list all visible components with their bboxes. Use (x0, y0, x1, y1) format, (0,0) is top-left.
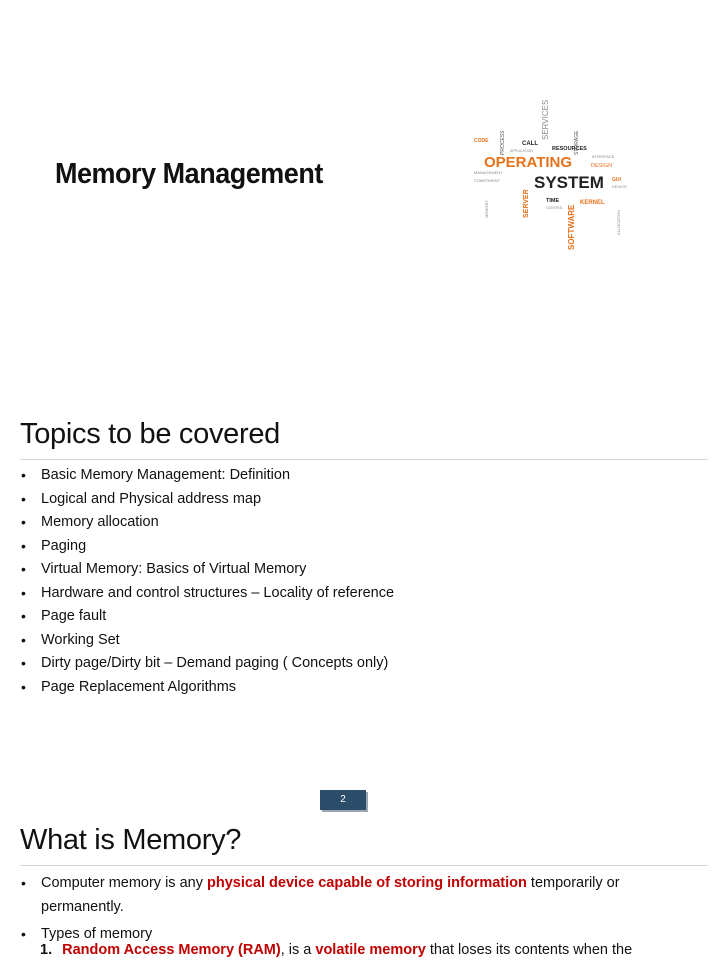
bullet-dot: • (21, 514, 26, 530)
slide-topics (0, 400, 720, 810)
bullet-dot: • (21, 537, 26, 554)
wordcloud-main-operating: OPERATING (484, 154, 573, 171)
wordcloud-word: SOFTWARE (567, 204, 576, 250)
topic-text: Page Replacement Algorithms (41, 678, 237, 695)
wordcloud-word: INTERFACE (592, 154, 615, 159)
wordcloud-word: DESIGN (591, 163, 613, 169)
highlight-text: Random Access Memory (RAM) (62, 942, 281, 958)
bullet-dot: • (21, 561, 26, 577)
wordcloud-word: TIME (546, 198, 560, 204)
wordcloud-word: CODE (474, 138, 489, 144)
wordcloud-word: RESOURCES (552, 146, 587, 152)
wordcloud-word: GUI (612, 177, 621, 183)
list-item (40, 940, 632, 961)
memory-bullets (20, 872, 710, 947)
list-item (20, 652, 394, 676)
topic-text: Working Set (41, 631, 120, 648)
wordcloud-word: PROCESS (500, 130, 506, 155)
topic-text: Memory allocation (41, 514, 159, 530)
topic-text: Hardware and control structures – Locality of reference (41, 584, 395, 601)
topic-text: Paging (41, 537, 87, 554)
heading-divider (20, 459, 708, 460)
bullet-dot: • (21, 926, 26, 942)
list-item (20, 558, 394, 582)
slide-heading: Topics to be covered (20, 418, 280, 450)
wordcloud-word: SERVER (523, 189, 530, 218)
bullet-dot: • (21, 655, 26, 671)
wordcloud-word: MANAGEMENT (474, 170, 503, 175)
bullet-dot: • (21, 490, 26, 507)
wordcloud-word: CONTROL (546, 206, 564, 210)
wordcloud-main-system: SYSTEM (534, 173, 604, 192)
list-item (20, 511, 394, 535)
item-text: , is a (280, 942, 316, 958)
wordcloud-word: APPLICATION (510, 149, 533, 153)
list-item (20, 605, 394, 629)
bullet-dot: • (21, 875, 26, 891)
bullet-dot: • (21, 608, 26, 624)
wordcloud-word: STORAGE (574, 130, 580, 155)
list-item (20, 872, 710, 919)
item-text: that loses its contents when the (425, 942, 633, 958)
wordcloud-word: COMPONENT (474, 178, 500, 183)
topic-text: Basic Memory Management: Definition (41, 467, 291, 483)
list-item (20, 582, 394, 606)
wordcloud-word: MEMORY (484, 200, 489, 218)
slide-what-is-memory (0, 810, 720, 960)
wordcloud-word: CALL (522, 141, 538, 147)
slide-title-text: Memory Management (55, 158, 323, 190)
bullet-dot: • (21, 584, 26, 601)
bullet-dot: • (21, 678, 26, 695)
bullet-text: temporarily or (526, 875, 620, 891)
bullet-dot: • (21, 631, 26, 648)
page-number-badge: 2 (320, 790, 366, 810)
list-item (20, 629, 394, 653)
slide-heading: What is Memory? (20, 824, 242, 856)
operating-system-wordcloud (462, 100, 642, 250)
topic-text: Dirty page/Dirty bit – Demand paging ( Concepts only) (41, 655, 389, 671)
heading-divider (20, 865, 708, 866)
list-item (20, 535, 394, 559)
item-number: 1. (40, 942, 53, 958)
list-item (20, 488, 394, 512)
wordcloud-word: SERVICES (541, 100, 550, 140)
topic-text: Virtual Memory: Basics of Virtual Memory (41, 561, 307, 577)
bullet-text: permanently. (41, 898, 124, 915)
bullet-text: Computer memory is any (41, 875, 207, 891)
slide-title (0, 0, 720, 400)
topics-list (20, 464, 394, 699)
highlight-text: physical device capable of storing information (207, 875, 527, 891)
highlight-text: volatile memory (315, 942, 426, 958)
memory-types-list (40, 940, 632, 961)
list-item (20, 676, 394, 700)
topic-text: Page fault (41, 608, 107, 624)
wordcloud-word: KERNEL (580, 200, 605, 206)
bullet-dot: • (21, 467, 26, 483)
topic-text: Logical and Physical address map (41, 490, 262, 507)
list-item (20, 464, 394, 488)
wordcloud-word: DEVICE (612, 184, 627, 189)
bullet-text: Types of memory (41, 926, 153, 942)
wordcloud-word: ALLOCATION (616, 209, 621, 235)
